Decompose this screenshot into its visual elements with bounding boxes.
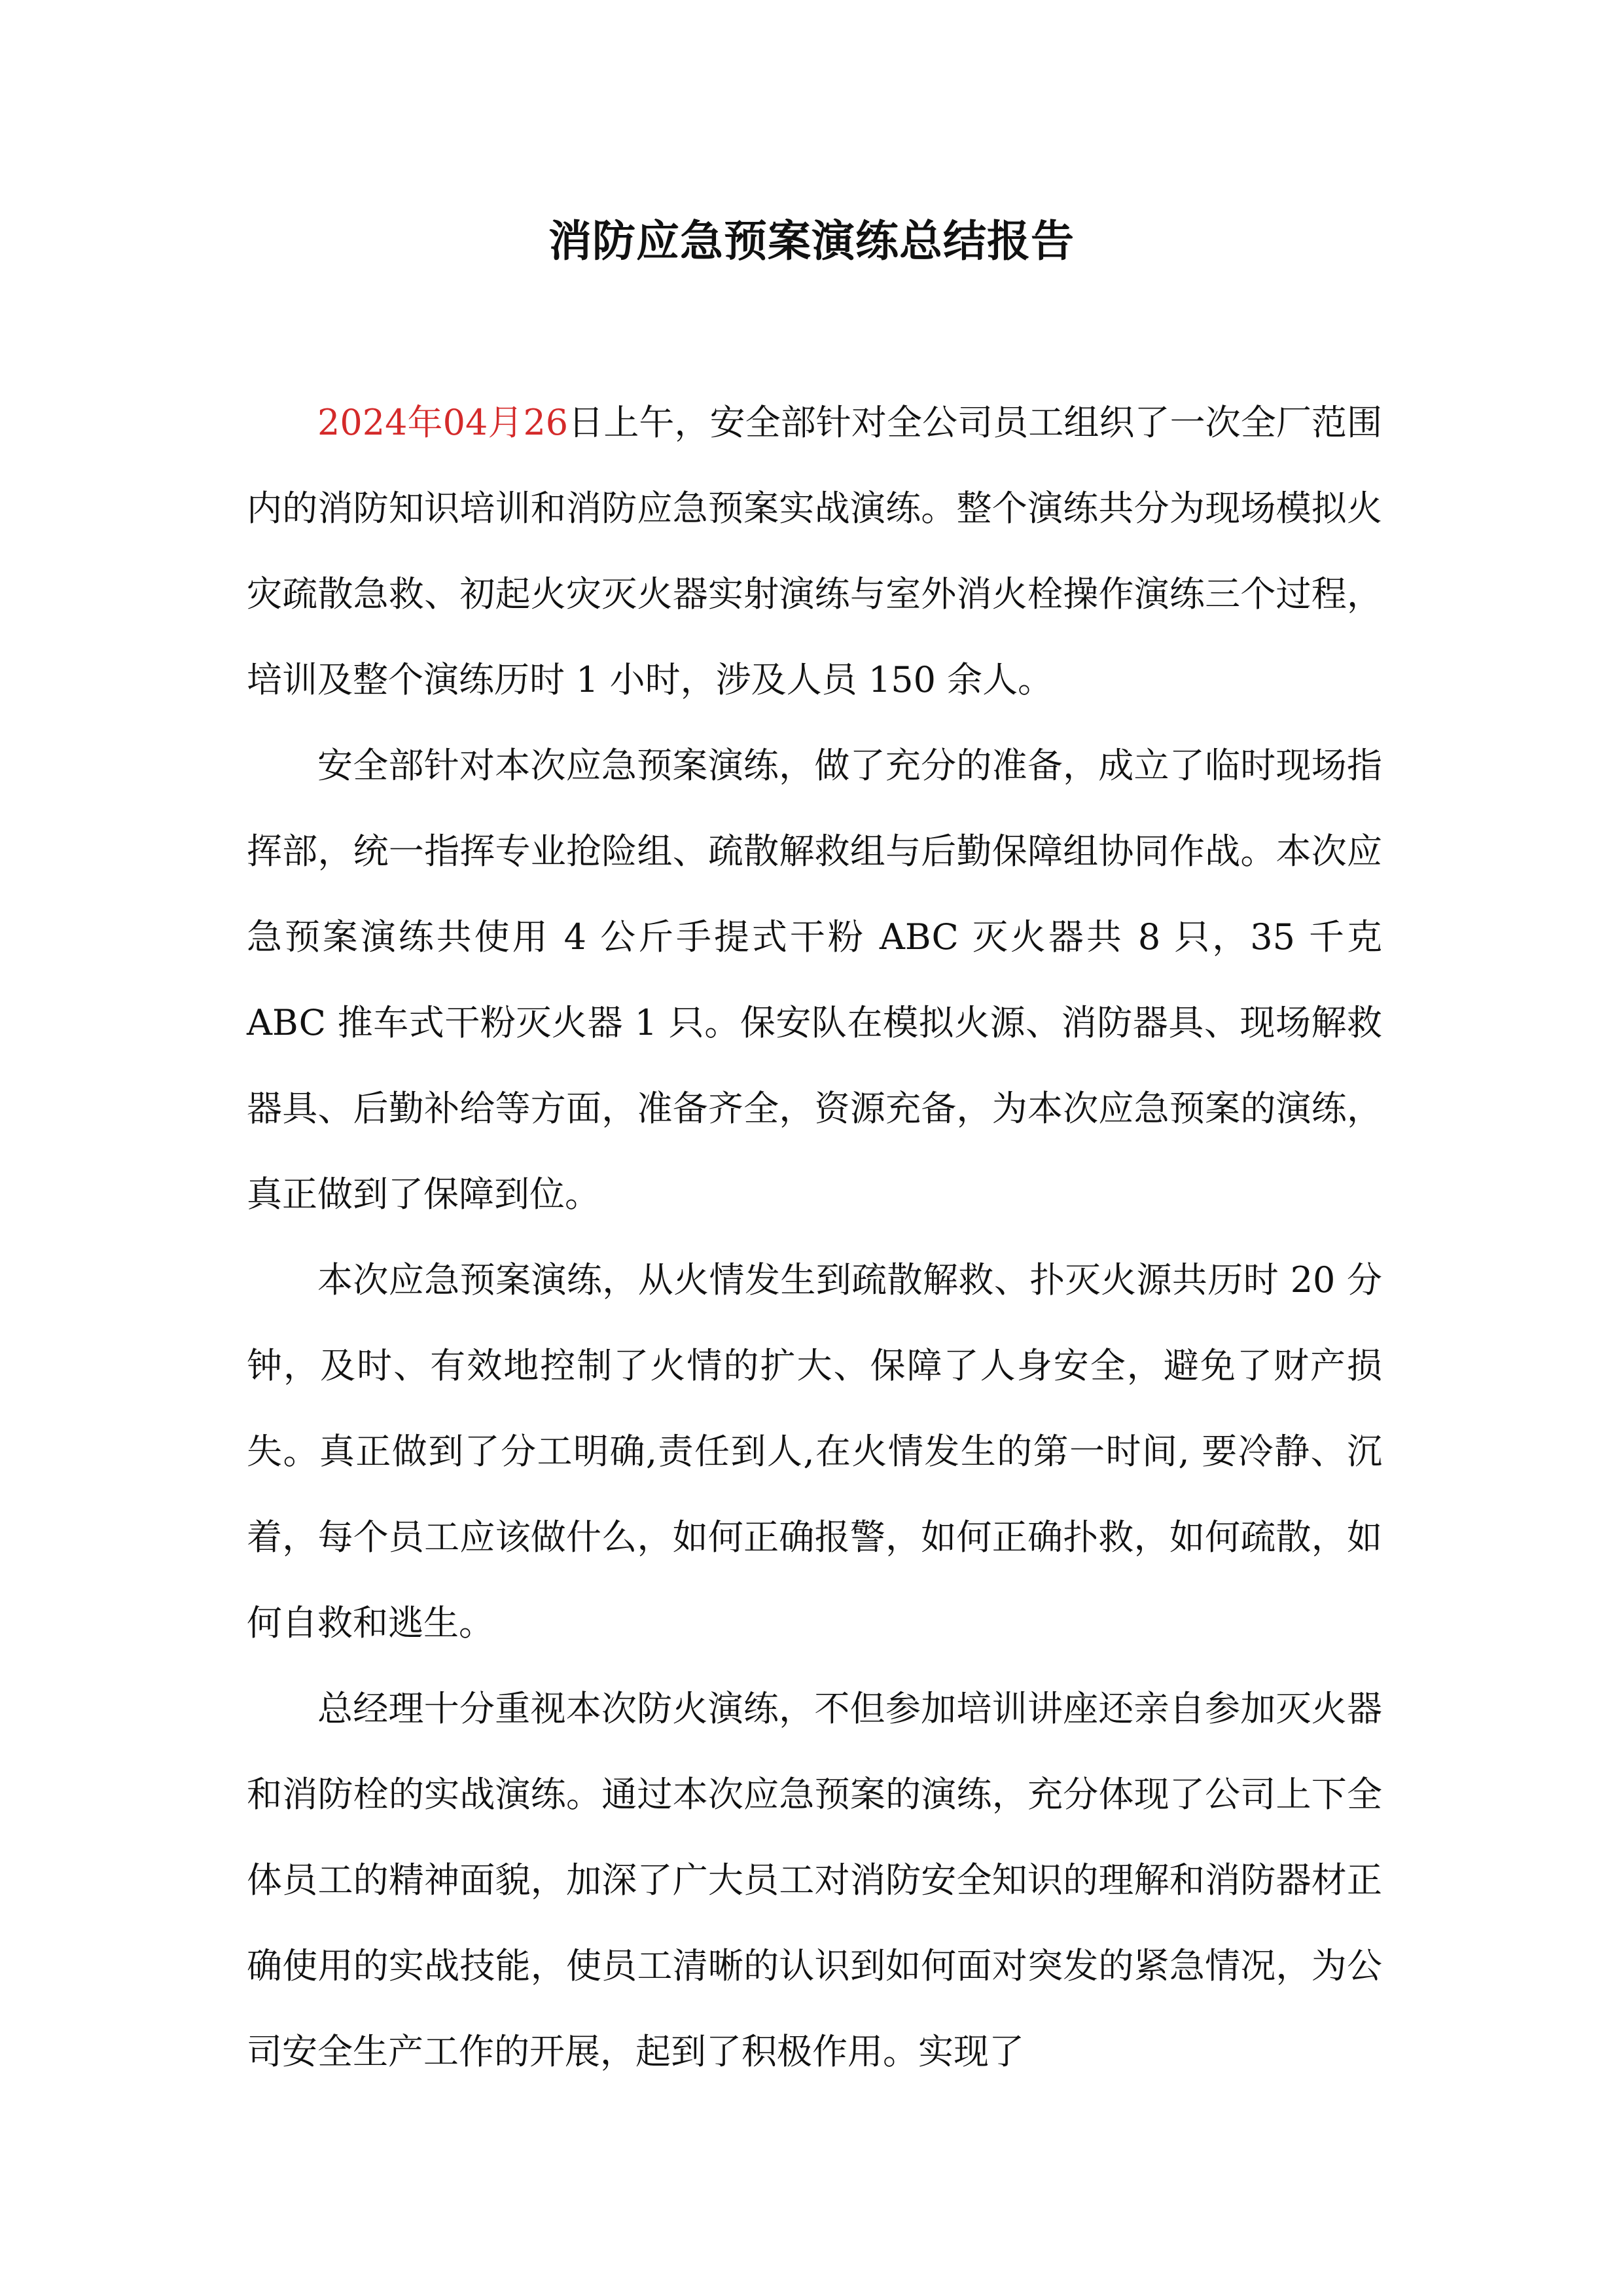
paragraph-1-text: 日上午，安全部针对全公司员工组织了一次全厂范围内的消防知识培训和消防应急预案实战演练。整个演练共分为现场模拟火灾疏散急救、初起火灾灭火器实射演练与室外消火栓操作演练三个过程，培训及整个演练历时 1 小时，涉及人员 150 余人。 — [247, 402, 1382, 700]
paragraph-3: 本次应急预案演练，从火情发生到疏散解救、扑灭火源共历时 20 分钟，及时、有效地控制了火情的扩大、保障了人身安全，避免了财产损失。真正做到了分工明确,责任到人,在火情发生的第一时间, 要冷静、沉着，每个员工应该做什么，如何正确报警，如何正确扑救，如何疏散，如何自救和逃生。 — [247, 1259, 1382, 1643]
highlighted-date: 2024年04月26 — [317, 402, 569, 443]
paragraph-2: 安全部针对本次应急预案演练，做了充分的准备，成立了临时现场指挥部，统一指挥专业抢险组、疏散解救组与后勤保障组协同作战。本次应急预案演练共使用 4 公斤手提式干粉 ABC 灭火器共 8 只，35 千克 ABC 推车式干粉灭火器 1 只。保安队在模拟火源、消防器具、现场解救器具、后勤补给等方面，准备齐全，资源充备，为本次应急预案的演练，真正做到了保障到位。 — [247, 745, 1382, 1215]
document-title: 消防应急预案演练总结报告 — [548, 215, 1075, 266]
paragraph-1 — [247, 380, 1382, 723]
paragraph-4: 总经理十分重视本次防火演练，不但参加培训讲座还亲自参加灭火器和消防栓的实战演练。通过本次应急预案的演练，充分体现了公司上下全体员工的精神面貌，加深了广大员工对消防安全知识的理解和消防器材正确使用的实战技能，使员工清晰的认识到如何面对突发的紧急情况，为公司安全生产工作的开展，起到了积极作用。实现了 — [247, 1688, 1382, 2072]
document-body — [247, 380, 1382, 2094]
